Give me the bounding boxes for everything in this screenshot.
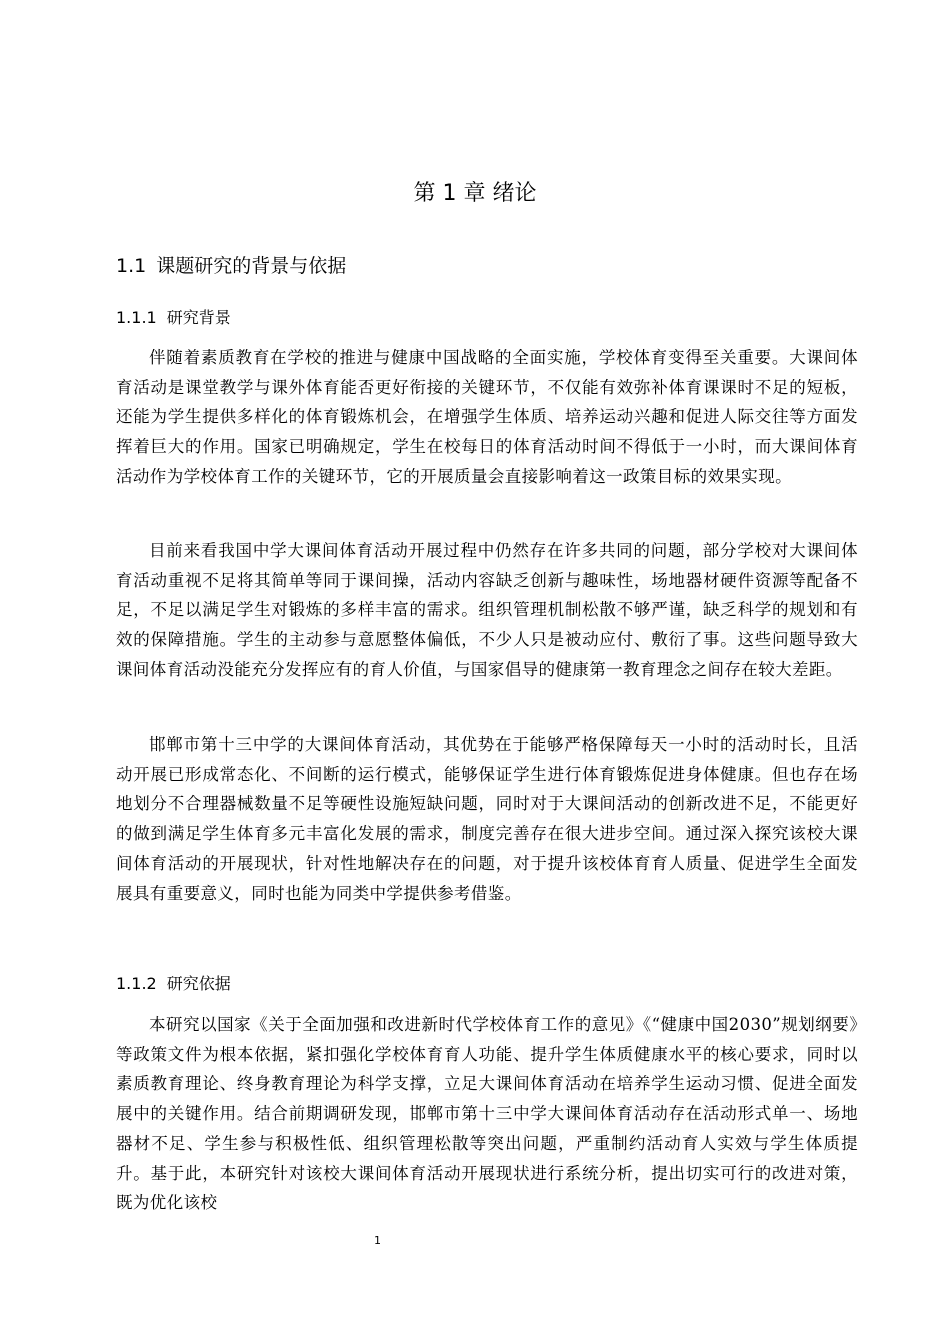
section-number: 1.1 xyxy=(116,255,147,277)
subsection-heading-basis xyxy=(116,972,231,996)
subsection-title: 研究背景 xyxy=(166,308,231,327)
section-heading xyxy=(116,252,346,280)
subsection-number: 1.1.2 xyxy=(116,974,157,993)
subsection-number: 1.1.1 xyxy=(116,308,157,327)
paragraph-background-3: 邯郸市第十三中学的大课间体育活动，其优势在于能够严格保障每天一小时的活动时长，且活动开展已形成常态化、不间断的运行模式，能够保证学生进行体育锻炼促进身体健康。但也存在场地划分不合理器械数量不足等硬性设施短缺问题，同时对于大课间活动的创新改进不足，不能更好的做到满足学生体育多元丰富化发展的需求，制度完善存在很大进步空间。通过深入探究该校大课间体育活动的开展现状，针对性地解决存在的问题，对于提升该校体育育人质量、促进学生全面发展具有重要意义，同时也能为同类中学提供参考借鉴。 xyxy=(116,735,858,903)
chapter-title: 第 1 章 绪论 xyxy=(413,181,537,206)
subsection-title: 研究依据 xyxy=(166,974,231,993)
paragraph-background-1: 伴随着素质教育在学校的推进与健康中国战略的全面实施，学校体育变得至关重要。大课间体育活动是课堂教学与课外体育能否更好衔接的关键环节，不仅能有效弥补体育课课时不足的短板，还能为学生提供多样化的体育锻炼机会，在增强学生体质、培养运动兴趣和促进人际交往等方面发挥着巨大的作用。国家已明确规定，学生在校每日的体育活动时间不得低于一小时，而大课间体育活动作为学校体育工作的关键环节，它的开展质量会直接影响着这一政策目标的效果实现。 xyxy=(116,348,858,486)
paragraph-background-2: 目前来看我国中学大课间体育活动开展过程中仍然存在许多共同的问题，部分学校对大课间体育活动重视不足将其简单等同于课间操，活动内容缺乏创新与趣味性，场地器材硬件资源等配备不足，不足以满足学生对锻炼的多样丰富的需求。组织管理机制松散不够严谨，缺乏科学的规划和有效的保障措施。学生的主动参与意愿整体偏低，不少人只是被动应付、敷衍了事。这些问题导致大课间体育活动没能充分发挥应有的育人价值，与国家倡导的健康第一教育理念之间存在较大差距。 xyxy=(116,541,858,679)
section-title: 课题研究的背景与依据 xyxy=(156,255,347,277)
subsection-heading-background xyxy=(116,306,231,330)
page-number: 1 xyxy=(374,1234,381,1247)
paragraph-basis-1: 本研究以国家《关于全面加强和改进新时代学校体育工作的意见》《“健康中国2030”规划纲要》等政策文件为根本依据，紧扣强化学校体育育人功能、提升学生体质健康水平的核心要求，同时以素质教育理论、终身教育理论为科学支撑，立足大课间体育活动在培养学生运动习惯、促进全面发展中的关键作用。结合前期调研发现，邯郸市第十三中学大课间体育活动存在活动形式单一、场地器材不足、学生参与积极性低、组织管理松散等突出问题，严重制约活动育人实效与学生体质提升。基于此，本研究针对该校大课间体育活动开展现状进行系统分析，提出切实可行的改进对策，既为优化该校 xyxy=(116,1015,858,1213)
